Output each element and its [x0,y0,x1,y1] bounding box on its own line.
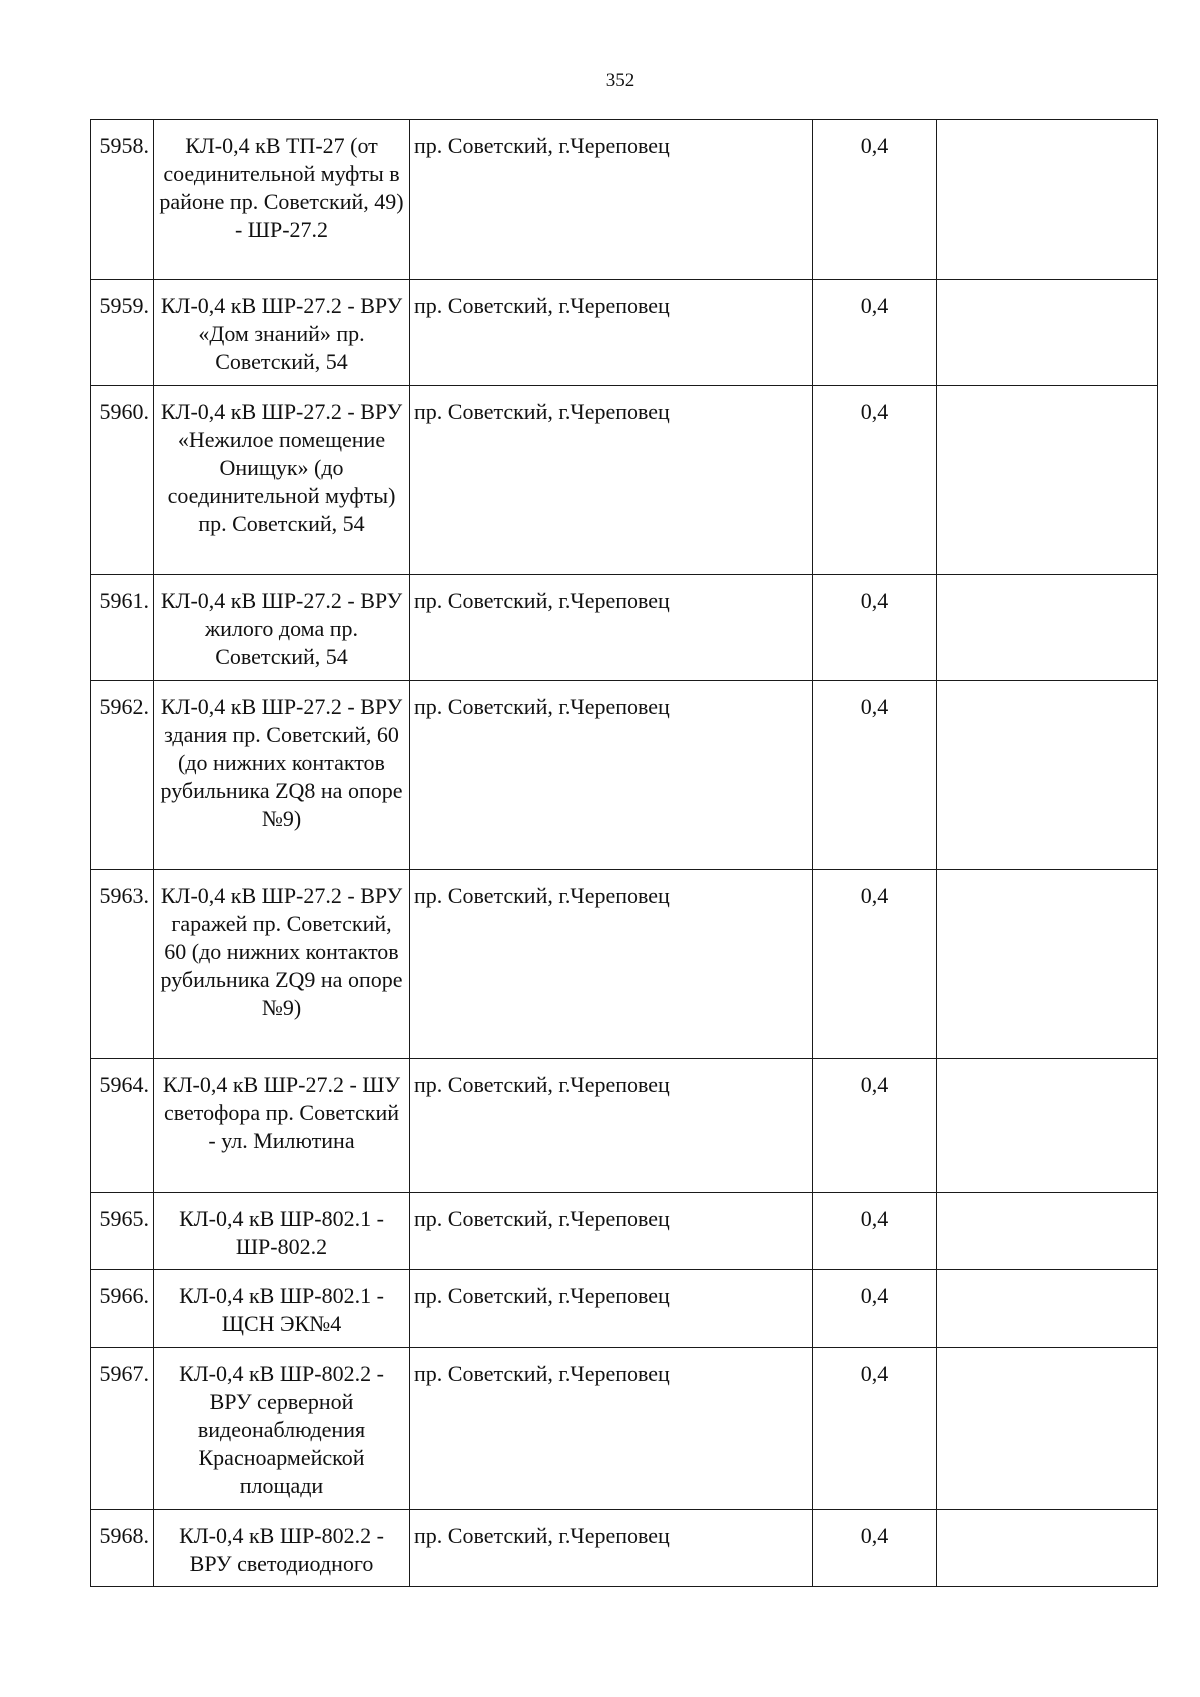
table-row [91,1510,1158,1587]
table-row [91,1348,1158,1510]
table-row [91,280,1158,386]
line-voltage: 0,4 [813,1193,937,1270]
empty-cell [937,1270,1158,1348]
line-location: пр. Советский, г.Череповец [410,1270,813,1348]
empty-cell [937,681,1158,870]
row-number: 5958. [91,120,154,280]
registry-table [90,119,1158,1587]
line-location: пр. Советский, г.Череповец [410,575,813,681]
line-name: КЛ-0,4 кВ ШР-27.2 - ВРУ «Нежилое помещение Онищук» (до соединительной муфты) пр. Советский, 54 [154,386,410,575]
registry-table-body [91,120,1158,1587]
row-number: 5967. [91,1348,154,1510]
empty-cell [937,575,1158,681]
line-voltage: 0,4 [813,681,937,870]
line-voltage: 0,4 [813,1348,937,1510]
empty-cell [937,386,1158,575]
row-number: 5965. [91,1193,154,1270]
line-name: КЛ-0,4 кВ ШР-802.2 - ВРУ светодиодного [154,1510,410,1587]
line-name: КЛ-0,4 кВ ШР-27.2 - ВРУ жилого дома пр. Советский, 54 [154,575,410,681]
empty-cell [937,120,1158,280]
row-number: 5959. [91,280,154,386]
line-voltage: 0,4 [813,575,937,681]
table-row [91,681,1158,870]
line-name: КЛ-0,4 кВ ШР-27.2 - ШУ светофора пр. Советский - ул. Милютина [154,1059,410,1193]
line-voltage: 0,4 [813,870,937,1059]
line-name: КЛ-0,4 кВ ШР-27.2 - ВРУ гаражей пр. Советский, 60 (до нижних контактов рубильника ZQ9 на опоре №9) [154,870,410,1059]
empty-cell [937,280,1158,386]
line-location: пр. Советский, г.Череповец [410,120,813,280]
line-location: пр. Советский, г.Череповец [410,1059,813,1193]
line-name: КЛ-0,4 кВ ШР-802.1 - ЩСН ЭК№4 [154,1270,410,1348]
line-voltage: 0,4 [813,1510,937,1587]
row-number: 5963. [91,870,154,1059]
table-row [91,1193,1158,1270]
row-number: 5966. [91,1270,154,1348]
table-row [91,870,1158,1059]
line-name: КЛ-0,4 кВ ШР-802.1 - ШР-802.2 [154,1193,410,1270]
line-voltage: 0,4 [813,280,937,386]
line-name: КЛ-0,4 кВ ШР-802.2 - ВРУ серверной видеонаблюдения Красноармейской площади [154,1348,410,1510]
line-location: пр. Советский, г.Череповец [410,681,813,870]
empty-cell [937,1193,1158,1270]
line-voltage: 0,4 [813,1270,937,1348]
row-number: 5962. [91,681,154,870]
table-row [91,575,1158,681]
empty-cell [937,1348,1158,1510]
line-name: КЛ-0,4 кВ ШР-27.2 - ВРУ здания пр. Советский, 60 (до нижних контактов рубильника ZQ8 на опоре №9) [154,681,410,870]
row-number: 5960. [91,386,154,575]
line-location: пр. Советский, г.Череповец [410,870,813,1059]
line-location: пр. Советский, г.Череповец [410,1193,813,1270]
line-voltage: 0,4 [813,120,937,280]
row-number: 5964. [91,1059,154,1193]
line-location: пр. Советский, г.Череповец [410,280,813,386]
row-number: 5968. [91,1510,154,1587]
table-row [91,1059,1158,1193]
line-name: КЛ-0,4 кВ ТП-27 (от соединительной муфты в районе пр. Советский, 49) - ШР-27.2 [154,120,410,280]
line-voltage: 0,4 [813,1059,937,1193]
line-location: пр. Советский, г.Череповец [410,386,813,575]
empty-cell [937,870,1158,1059]
page-number: 352 [605,70,635,91]
table-row [91,1270,1158,1348]
row-number: 5961. [91,575,154,681]
table-row [91,120,1158,280]
empty-cell [937,1059,1158,1193]
line-name: КЛ-0,4 кВ ШР-27.2 - ВРУ «Дом знаний» пр. Советский, 54 [154,280,410,386]
table-row [91,386,1158,575]
empty-cell [937,1510,1158,1587]
line-location: пр. Советский, г.Череповец [410,1510,813,1587]
line-location: пр. Советский, г.Череповец [410,1348,813,1510]
line-voltage: 0,4 [813,386,937,575]
